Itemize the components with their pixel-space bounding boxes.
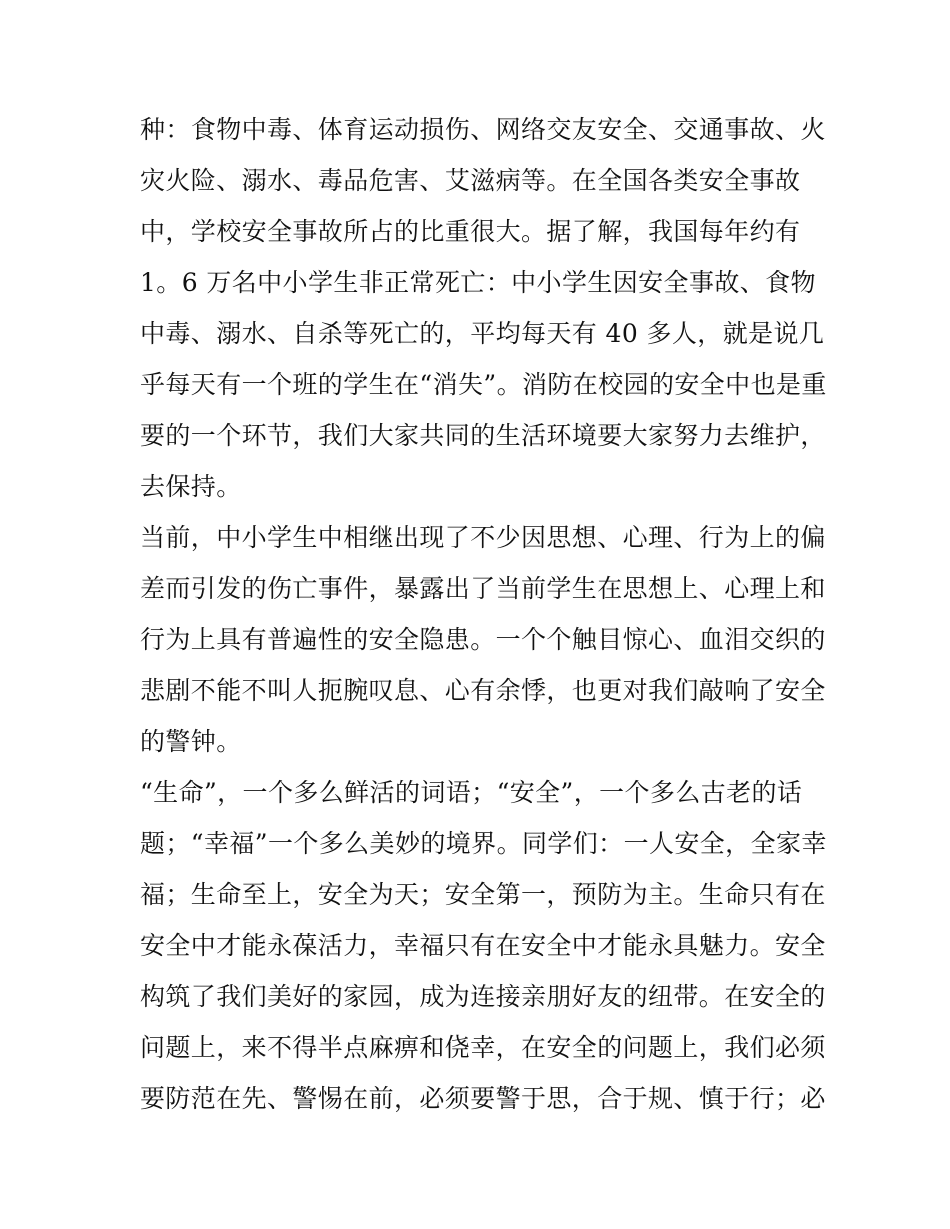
text-line: 当前，中小学生中相继出现了不少因思想、心理、行为上的偏 xyxy=(140,523,826,552)
text-line: 1。6 万名中小学生非正常死亡：中小学生因安全事故、食物 xyxy=(140,268,816,297)
text-line: 差而引发的伤亡事件，暴露出了当前学生在思想上、心理上和 xyxy=(140,574,826,603)
text-line: 灾火险、溺水、毒品危害、艾滋病等。在全国各类安全事故 xyxy=(140,166,801,195)
text-line: 题；“幸福”一个多么美妙的境界。同学们：一人安全，全家幸 xyxy=(140,829,827,858)
text-line: 要防范在先、警惕在前，必须要警于思，合于规、慎于行；必 xyxy=(140,1084,826,1113)
text-line: “生命”，一个多么鲜活的词语；“安全”，一个多么古老的话 xyxy=(140,778,803,807)
text-line: 中毒、溺水、自杀等死亡的，平均每天有 40 多人，就是说几 xyxy=(140,319,825,348)
text-line: 去保持。 xyxy=(140,472,242,501)
text-line: 问题上，来不得半点麻痹和侥幸，在安全的问题上，我们必须 xyxy=(140,1033,826,1062)
text-line: 要的一个环节，我们大家共同的生活环境要大家努力去维护， xyxy=(140,421,826,450)
text-line: 乎每天有一个班的学生在“消失”。消防在校园的安全中也是重 xyxy=(140,370,827,399)
text-line: 中，学校安全事故所占的比重很大。据了解，我国每年约有 xyxy=(140,217,801,246)
text-line: 构筑了我们美好的家园，成为连接亲朋好友的纽带。在安全的 xyxy=(140,982,826,1011)
text-line: 悲剧不能不叫人扼腕叹息、心有余悸，也更对我们敲响了安全 xyxy=(140,676,826,705)
text-line: 种：食物中毒、体育运动损伤、网络交友安全、交通事故、火 xyxy=(140,115,826,144)
text-line: 安全中才能永葆活力，幸福只有在安全中才能永具魅力。安全 xyxy=(140,931,826,960)
text-line: 福；生命至上，安全为天；安全第一，预防为主。生命只有在 xyxy=(140,880,826,909)
text-line: 的警钟。 xyxy=(140,727,242,756)
text-line: 行为上具有普遍性的安全隐患。一个个触目惊心、血泪交织的 xyxy=(140,625,826,654)
